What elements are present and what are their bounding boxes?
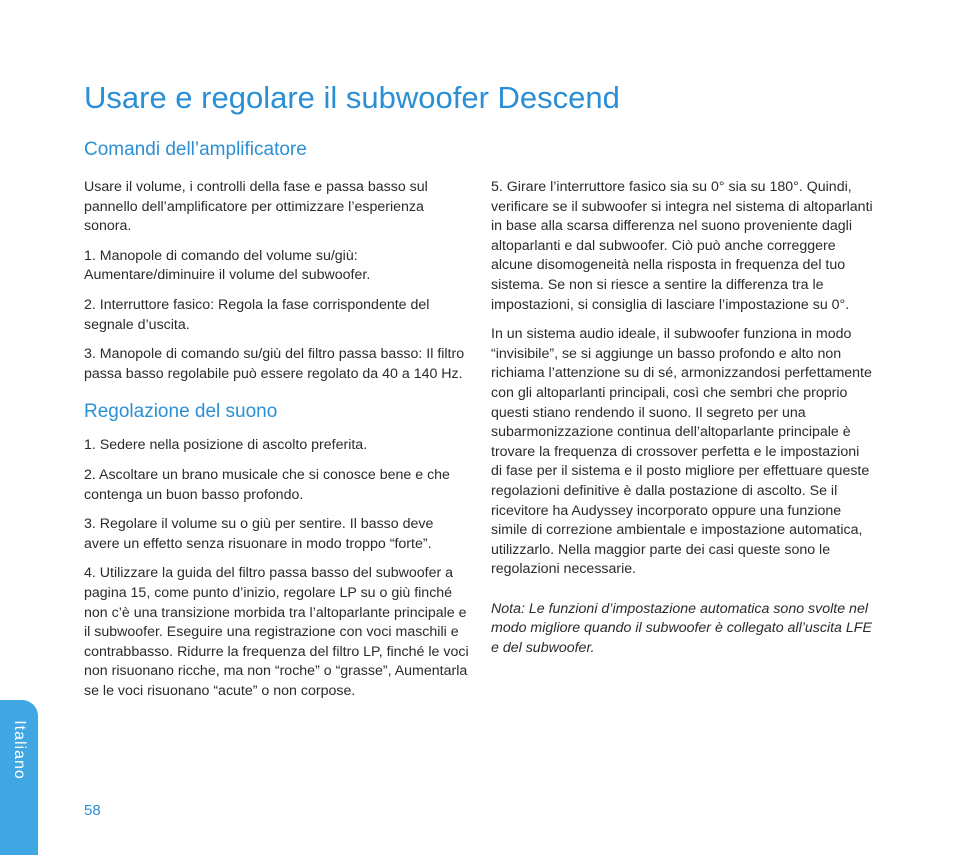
paragraph: 2. Ascoltare un brano musicale che si conosce bene e che contenga un buon basso profondo. — [84, 466, 450, 503]
paragraph: 2. Interruttore fasico: Regola la fase corrispondente del segnale d’uscita. — [84, 296, 430, 333]
note-paragraph: Nota: Le funzioni d’impostazione automatica sono svolte nel modo migliore quando il subwoofer è collegato all’uscita LFE e del subwoofer. — [491, 600, 872, 657]
language-tab-label-wrapper — [0, 700, 38, 800]
section-heading-sound-adjustment: Regolazione del suono — [84, 401, 278, 423]
paragraph: 4. Utilizzare la guida del filtro passa basso del subwoofer a pagina 15, come punto d’inizio, regolare LP su o giù finché non c’è una transizione morbida tra l’altoparlante principale e il subwoofer. Eseguire una registrazione con voci maschili e contrabbasso. Ridurre la frequenza del filtro LP, finché le voci non risuonano ricche, ma non “roche” o “grasse”, Aumentarla se le voci risuonano “acute” o non corpose. — [84, 565, 469, 699]
paragraph: 3. Manopole di comando su/giù del filtro passa basso: Il filtro passa basso regolabile può essere regolato da 40 a 140 Hz. — [84, 346, 465, 382]
paragraph: 5. Girare l’interruttore fasico sia su 0° sia su 180°. Quindi, verificare se il subwoofer si integra nel sistema di altoparlanti in base alla scarsa differenza nel suono proveniente dagli altoparlanti e dal subwoofer. Ciò può anche correggere alcune disomogeneità nella risposta in frequenza del tuo sistema. Se non si riesce a sentire la differenza tra le impostazioni, si consiglia di lasciare l’impostazione su 0°. — [491, 179, 873, 313]
left-column — [84, 138, 469, 711]
section-heading-amplifier-controls: Comandi dell’amplificatore — [84, 139, 307, 160]
paragraph: 3. Regolare il volume su o giù per sentire. Il basso deve avere un effetto senza risuonare in modo troppo “forte”. — [84, 516, 434, 552]
right-column — [491, 178, 873, 669]
language-tab-label: Italiano — [11, 720, 28, 780]
paragraph: In un sistema audio ideale, il subwoofer funziona in modo “invisibile”, se si aggiunge un basso profondo e alto non richiama l’attenzione su di sé, armonizzandosi perfettamente con gli altoparlanti principali, così che sembri che proprio questi stiano rendendo il suono. Il segreto per una subarmonizzazione continua dell’altoparlante principale è trovare la frequenza di crossover perfetta e le impostazioni di fase per il sistema e il posto migliore per effettuare queste regolazioni definitive è dalla postazione di ascolto. Se il ricevitore ha Audyssey incorporato oppure una funzione simile di correzione ambientale e impostazione automatica, utilizzarlo. Nella maggior parte dei casi queste sono le regolazioni necessarie. — [491, 326, 872, 578]
paragraph: Usare il volume, i controlli della fase e passa basso sul pannello dell’amplificatore per ottimizzare l’esperienza sonora. — [84, 179, 428, 235]
page-title: Usare e regolare il subwoofer Descend — [84, 80, 620, 115]
page-number: 58 — [84, 802, 101, 819]
paragraph: 1. Sedere nella posizione di ascolto preferita. — [84, 437, 368, 454]
language-tab — [0, 700, 38, 855]
paragraph: 1. Manopole di comando del volume su/giù: Aumentare/diminuire il volume del subwoofer. — [84, 247, 371, 284]
